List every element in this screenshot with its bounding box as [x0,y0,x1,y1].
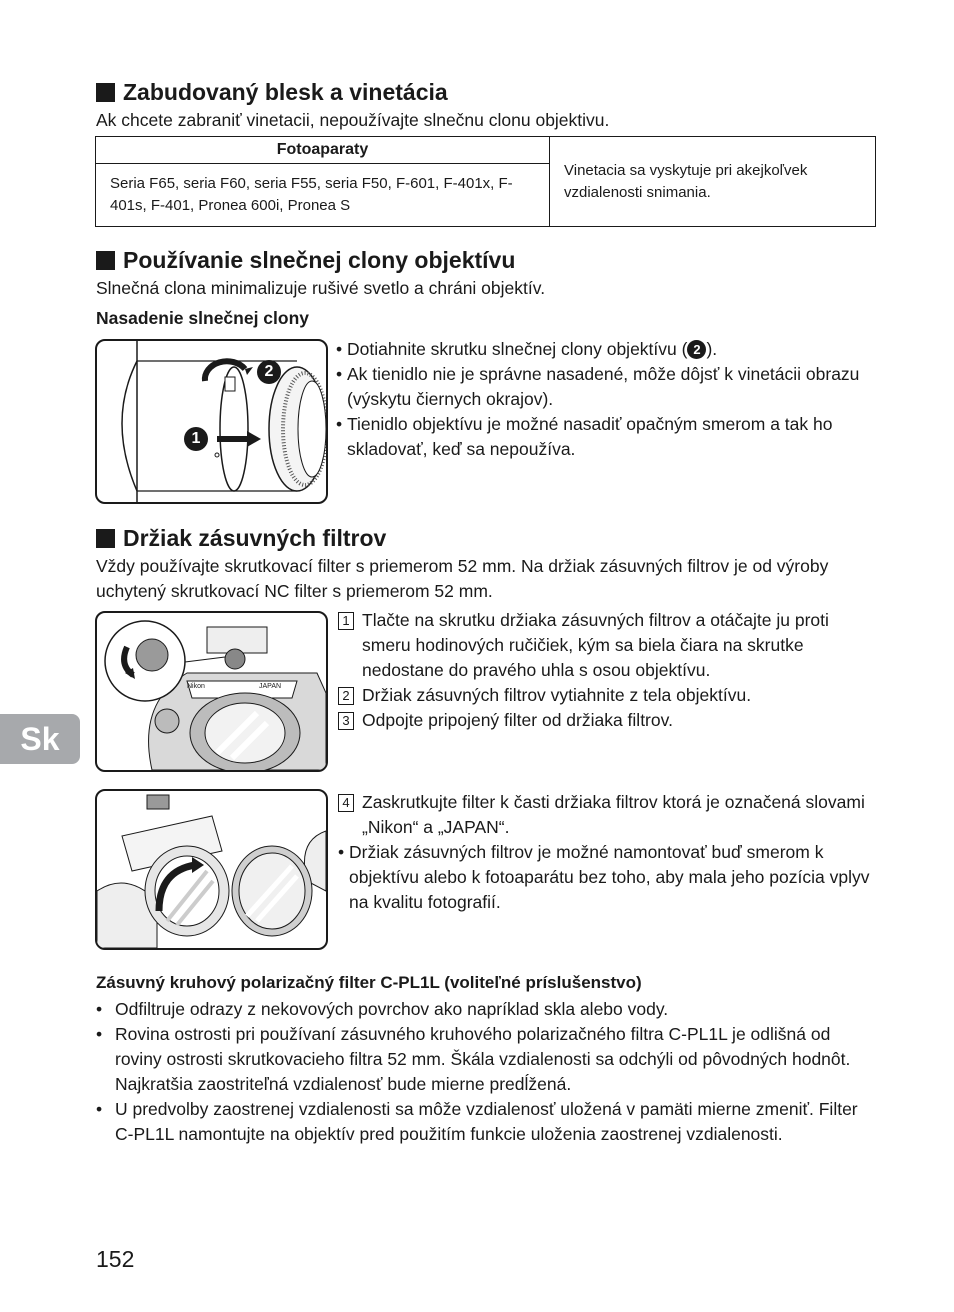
list-item: • Držiak zásuvných filtrov je možné namontovať buď smerom k objektívu alebo k fotoaparátu bez toho, aby mala jeho pozícia vplyv na kvalitu fotografií. [338,840,872,915]
hood-bullets [336,337,866,462]
filter-holder-figure-2 [95,789,328,950]
table-cameras: Seria F65, seria F60, seria F55, seria F50, F-601, F-401x, F-401s, F-401, Pronea 600i, Pronea S [96,164,550,227]
compatibility-table [95,136,876,227]
country-label: JAPAN [259,683,282,690]
hood-intro: Slnečná clona minimalizuje rušivé svetlo a chráni objektív. [96,278,546,298]
step-number: 2 [338,687,354,705]
step-2-marker: 2 [257,360,281,384]
hood-subheading: Nasadenie slnečnej clony [96,308,310,328]
filter-intro: Vždy používajte skrutkovací filter s priemerom 52 mm. Na držiak zásuvných filtrov je od výroby uchytený skrutkovací NC filter s priemerom 52 mm. [96,556,829,601]
filter-step-4 [338,790,872,915]
filter-steps-1-3 [338,608,866,733]
lens-hood-illustration [97,341,326,502]
polarizer-heading: Zásuvný kruhový polarizačný filter C-PL1L (voliteľné príslušenstvo) [96,973,642,992]
table-note: Vinetacia sa vyskytuje pri akejkoľvek vzdialenosti snimania. [550,137,876,227]
step-item: 2 Držiak zásuvných filtrov vytiahnite z tela objektívu. [338,683,866,708]
filter-holder-illustration-1 [97,613,326,770]
list-item: • Rovina ostrosti pri používaní zásuvného kruhového polarizačného filtra C-PL1L je odlišná od roviny ostrosti skrutkovacieho filtra 52 mm. Škála vzdialenosti sa odchýli od pôvodných hodnôt. Najkratšia zaostriteľná vzdialenosť bude mierne predĺžená. [96,1022,866,1097]
polarizer-bullets [96,997,866,1147]
step-1-marker: 1 [184,427,208,451]
square-bullet-icon [96,83,115,102]
list-item: • U predvolby zaostrenej vzdialenosti sa môže vzdialenosť uložená v pamäti mierne zmeniť. Filter C-PL1L namontujte na objektív pred použitím funkcie uloženia zaostrenej vzdialenosti. [96,1097,866,1147]
step-item: 1 Tlačte na skrutku držiaka zásuvných filtrov a otáčajte ju proti smeru hodinových ručičiek, kým sa biela čiara na skrutke nedostane do pravého uhla s osou objektívu. [338,608,866,683]
step-item: 3 Odpojte pripojený filter od držiaka filtrov. [338,708,866,733]
page-number: 152 [96,1246,135,1272]
flash-intro: Ak chcete zabraniť vinetacii, nepoužívajte slnečnu clonu objektivu. [96,110,610,130]
list-item: • Dotiahnite skrutku slnečnej clony objektívu ( 2 ). [336,337,866,362]
step-number: 4 [338,794,354,812]
lens-hood-figure [95,339,328,504]
heading-lens-hood: Používanie slnečnej clony objektívu [96,247,515,274]
square-bullet-icon [96,251,115,270]
filter-holder-illustration-2 [97,791,326,948]
heading-built-in-flash: Zabudovaný blesk a vinetácia [96,79,448,106]
language-tab: Sk [0,714,80,764]
step-item: 4 Zaskrutkujte filter k časti držiaka filtrov ktorá je označená slovami „Nikon“ a „JAPAN“. [338,790,872,840]
list-item: • Odfiltruje odrazy z nekovových povrchov ako napríklad skla alebo vody. [96,997,866,1022]
brand-label: Nikon [187,683,205,690]
step-number: 1 [338,612,354,630]
square-bullet-icon [96,529,115,548]
filter-holder-figure-1 [95,611,328,772]
list-item: • Ak tienidlo nie je správne nasadené, môže dôjsť k vinetácii obrazu (výskytu čiernych okrajov). [336,362,866,412]
list-item: • Tienidlo objektívu je možné nasadiť opačným smerom a tak ho skladovať, keď sa nepoužíva. [336,412,866,462]
step-number: 3 [338,712,354,730]
table-header: Fotoaparaty [96,137,550,164]
heading-filter-holder: Držiak zásuvných filtrov [96,525,386,552]
step-2-circle-icon: 2 [687,340,706,359]
